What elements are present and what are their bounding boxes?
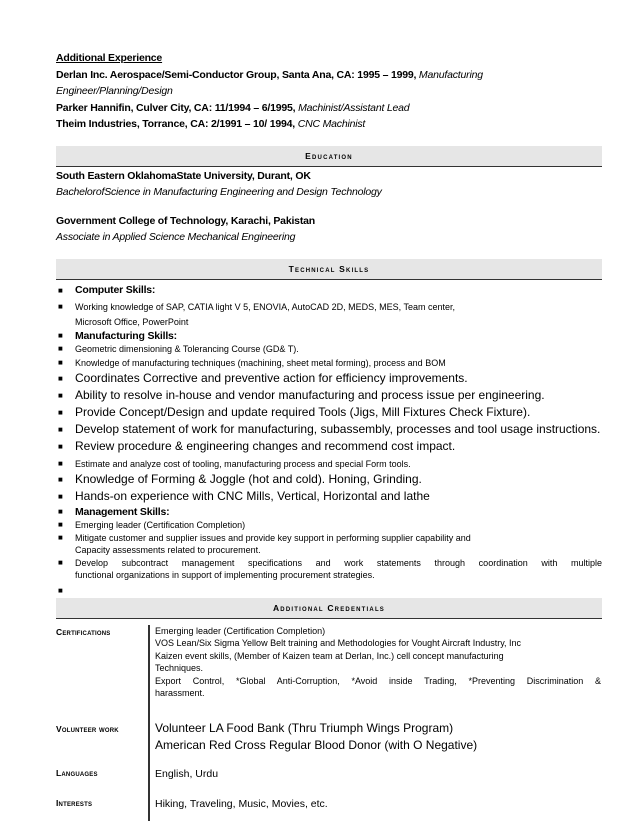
job-role: Manufacturing (416, 68, 483, 81)
job-entry (56, 67, 602, 84)
list-item: ■ Hands-on experience with CNC Mills, Vertical, Horizontal and lathe (58, 489, 430, 503)
list-item: ■ Estimate and analyze cost of tooling, manufacturing process and special Form tools. (58, 458, 411, 469)
school-degree: BachelorofScience in Manufacturing Engineering and Design Technology (56, 186, 382, 198)
list-item: ■ Working knowledge of SAP, CATIA light V 5, ENOVIA, AutoCAD 2D, MEDS, MES, Team center, (58, 301, 455, 312)
bullet-icon: ■ (58, 285, 63, 295)
bullet-icon: ■ (58, 458, 63, 468)
bullet-icon: ■ (58, 407, 63, 417)
bullet-icon: ■ (58, 475, 63, 484)
list-item: ■ Provide Concept/Design and update required Tools (Jigs, Mill Fixtures Check Fixture). (58, 404, 531, 419)
divider (148, 625, 150, 821)
bullet-icon: ■ (58, 585, 63, 595)
credential-text: VOS Lean/Six Sigma Yellow Belt training and Methodologies for Vought Aircraft Industry, Inc (155, 638, 522, 648)
resume-page (56, 50, 602, 812)
bullet-icon: ■ (58, 492, 63, 501)
bullet-icon: ■ (58, 358, 63, 367)
list-item: ■ Manufacturing Skills: (58, 329, 177, 342)
credential-text: harassment. (155, 688, 205, 698)
bullet-icon: ■ (58, 507, 63, 516)
school-name: Government College of Technology, Karachi, Pakistan (56, 214, 315, 227)
bullet-icon: ■ (58, 373, 63, 383)
bullet-icon: ■ (58, 424, 63, 434)
technical-skills-section (56, 259, 602, 596)
school-degree: Associate in Applied Science Mechanical Engineering (56, 231, 296, 243)
bullet-icon: ■ (58, 441, 63, 451)
credential-text: Emerging leader (Certification Completion) (155, 625, 326, 636)
job-entry (56, 100, 602, 117)
job-company: Theim Industries, Torrance, CA: 2/1991 – 10/ 1994, (56, 118, 295, 130)
bullet-icon: ■ (58, 343, 63, 353)
credential-label: Certifications (56, 626, 111, 637)
credential-label: Volunteer work (56, 723, 119, 734)
list-item: ■ Geometric dimensioning & Tolerancing Course (GD& T). (58, 343, 299, 354)
list-item: ■ Coordinates Corrective and preventive action for efficiency improvements. (58, 370, 468, 385)
credential-label: Interests (56, 797, 93, 808)
bullet-icon: ■ (58, 330, 63, 340)
section-title-credentials: Additional Credentials (56, 598, 602, 619)
job-role: CNC Machinist (295, 118, 366, 130)
additional-credentials-section (56, 598, 602, 812)
job-company: Parker Hannifin, Culver City, CA: 11/1994 – 6/1995, (56, 101, 296, 114)
education-section (56, 146, 602, 246)
list-item-empty (56, 582, 602, 596)
credential-row-interests (56, 796, 602, 812)
list-item: ■ Develop statement of work for manufacturing, subassembly, processes and tool usage instructions. (58, 421, 601, 436)
additional-experience-section (56, 50, 602, 133)
section-title-education: Education (56, 146, 602, 167)
credential-text: Kaizen event skills, (Member of Kaizen team at Derlan, Inc.) cell concept manufacturing (155, 650, 504, 661)
list-item: ■ Emerging leader (Certification Completion) (58, 520, 246, 530)
bullet-icon: ■ (58, 557, 63, 567)
section-heading: Additional Experience (56, 52, 163, 64)
job-company: Derlan Inc. Aerospace/Semi-Conductor Group, Santa Ana, CA: 1995 – 1999, (56, 68, 417, 81)
credential-text: Volunteer LA Food Bank (Thru Triumph Wings Program) (155, 720, 454, 735)
section-title-skills: Technical Skills (56, 259, 602, 280)
list-item: ■ Computer Skills: (56, 282, 602, 299)
list-item: ■ Mitigate customer and supplier issues and provide key support in performing supplier capability and (58, 532, 471, 543)
bullet-icon: ■ (58, 520, 63, 529)
credential-text: Export Control, *Global Anti-Corruption, *Avoid inside Trading, *Preventing Discrimination & (155, 675, 601, 686)
bullet-icon: ■ (58, 390, 63, 400)
list-item: ■ Review procedure & engineering changes and recommend cost impact. (58, 438, 456, 453)
credential-text: Hiking, Traveling, Music, Movies, etc. (155, 797, 328, 810)
list-item-continued: Microsoft Office, PowerPoint (75, 317, 189, 327)
list-item-continued: Capacity assessments related to procurement. (75, 545, 261, 555)
credential-label: Languages (56, 767, 98, 778)
list-item: ■ Ability to resolve in-house and vendor manufacturing and process issue per engineering. (58, 387, 545, 402)
list-item-continued: functional organizations in support of implementing procurement strategies. (75, 570, 375, 580)
credential-text: English, Urdu (155, 767, 219, 780)
credential-row-certifications (56, 625, 602, 700)
job-entry (56, 116, 602, 133)
credential-row-languages (56, 766, 602, 782)
credential-text: American Red Cross Regular Blood Donor (with O Negative) (155, 737, 478, 752)
list-item: ■ Knowledge of manufacturing techniques (machining, sheet metal forming), process and BOM (58, 358, 446, 368)
bullet-icon: ■ (58, 532, 63, 542)
school-name: South Eastern OklahomaState University, Durant, OK (56, 169, 311, 182)
list-item: ■ Knowledge of Forming & Joggle (hot and cold). Honing, Grinding. (58, 472, 422, 486)
bullet-icon: ■ (58, 301, 63, 311)
job-role: Machinist/Assistant Lead (295, 101, 410, 114)
list-item: ■ Management Skills: (58, 506, 170, 518)
job-role-continued: Engineer/Planning/Design (56, 85, 173, 97)
credential-text: Techniques. (155, 663, 204, 673)
list-item: ■ Develop subcontract management specifications and work statements through coordination with multiple (58, 557, 602, 568)
credential-row-volunteer (56, 720, 602, 754)
